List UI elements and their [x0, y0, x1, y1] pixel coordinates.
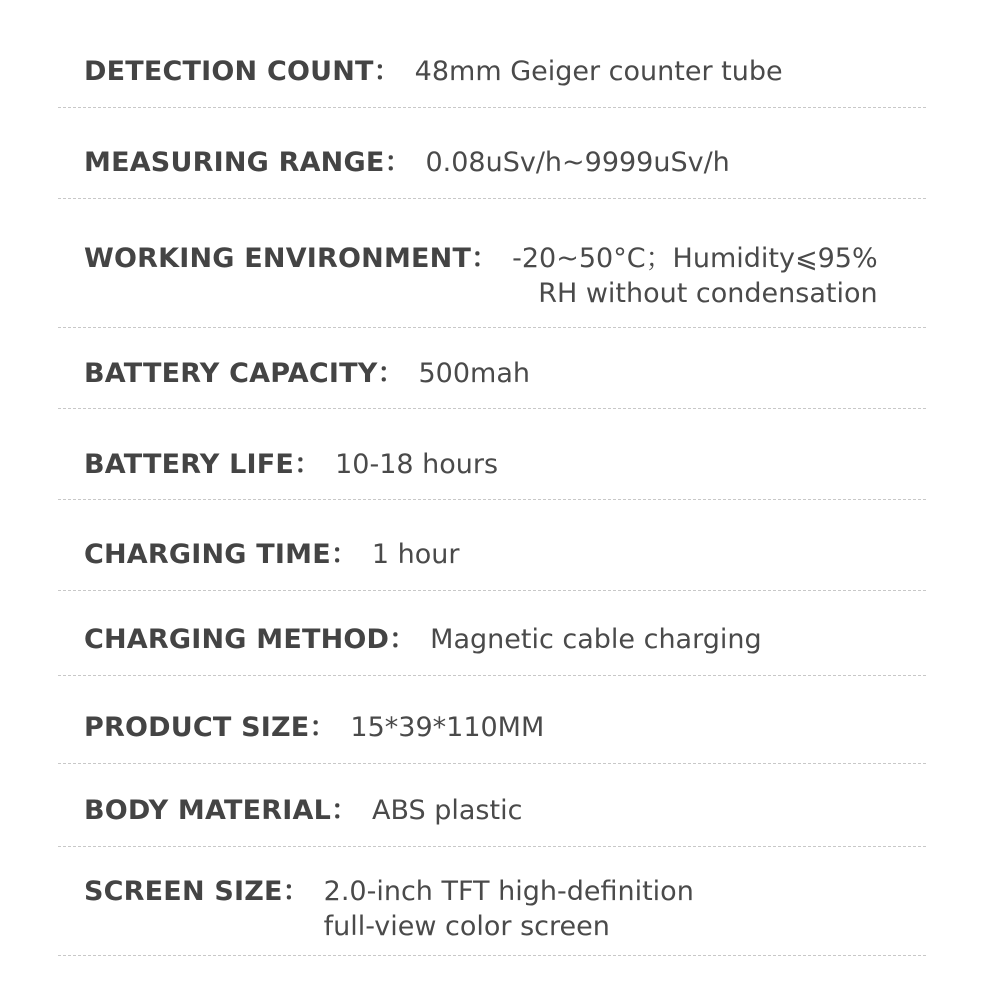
spec-line: [84, 447, 498, 482]
spec-separator: ：: [373, 56, 401, 87]
spec-row-battery-life: [58, 409, 926, 500]
spec-value-line: Magnetic cable charging: [430, 624, 762, 655]
spec-row-charging-method: [58, 591, 926, 676]
spec-row-battery-capacity: [58, 328, 926, 409]
spec-value-line: 0.08uSv/h~9999uSv/h: [425, 147, 730, 178]
spec-value-line: 2.0-inch TFT high-definition: [323, 876, 694, 907]
spec-value: [335, 447, 498, 482]
spec-value-line: RH without condensation: [538, 278, 878, 309]
spec-line: [84, 793, 522, 828]
spec-value: [425, 145, 729, 180]
spec-separator: ：: [471, 243, 499, 274]
spec-value-line: full-view color screen: [323, 911, 610, 942]
spec-label: PRODUCT SIZE: [84, 712, 310, 743]
spec-line: [84, 537, 459, 572]
spec-separator: ：: [331, 795, 358, 826]
spec-label: WORKING ENVIRONMENT: [84, 243, 472, 274]
spec-line: [84, 241, 878, 311]
spec-value-line: 500mah: [418, 358, 530, 389]
spec-row-screen-size: [58, 847, 926, 956]
spec-label: DETECTION COUNT: [84, 56, 374, 87]
spec-value: [324, 874, 694, 944]
spec-value: [430, 622, 761, 657]
spec-line: [84, 356, 530, 391]
spec-value-line: ABS plastic: [372, 795, 523, 826]
spec-value-line: 15*39*110MM: [350, 712, 545, 743]
spec-line: [84, 54, 783, 89]
spec-value: [372, 793, 522, 828]
spec-separator: ：: [294, 449, 322, 480]
spec-line: [84, 145, 730, 180]
spec-line: [84, 710, 544, 745]
spec-value-line: 1 hour: [371, 539, 460, 570]
spec-row-product-size: [58, 676, 926, 764]
spec-row-charging-time: [58, 500, 926, 591]
spec-separator: ：: [377, 358, 405, 389]
spec-label: CHARGING METHOD: [84, 624, 390, 655]
spec-value: [512, 241, 878, 311]
spec-row-measuring-range: [58, 108, 926, 199]
spec-value: [415, 54, 783, 89]
spec-value-line: 10-18 hours: [335, 449, 499, 480]
spec-value-line: 48mm Geiger counter tube: [414, 56, 783, 87]
spec-separator: ：: [330, 539, 358, 570]
spec-row-body-material: [58, 764, 926, 847]
spec-label: SCREEN SIZE: [84, 876, 283, 907]
spec-label: BODY MATERIAL: [84, 795, 331, 826]
spec-label: BATTERY CAPACITY: [84, 358, 378, 389]
spec-line: [84, 622, 762, 657]
spec-row-detection-count: [58, 0, 926, 108]
spec-row-working-environment: [58, 199, 926, 328]
spec-value: [419, 356, 531, 391]
spec-value: [350, 710, 544, 745]
spec-line: [84, 874, 694, 944]
spec-separator: ：: [309, 712, 337, 743]
spec-separator: ：: [389, 624, 417, 655]
spec-value: [372, 537, 460, 572]
spec-label: BATTERY LIFE: [84, 449, 295, 480]
spec-label: CHARGING TIME: [84, 539, 331, 570]
spec-value-line: -20~50°C；Humidity⩽95%: [512, 243, 878, 274]
spec-separator: ：: [282, 876, 310, 907]
spec-label: MEASURING RANGE: [84, 147, 385, 178]
spec-separator: ：: [384, 147, 412, 178]
